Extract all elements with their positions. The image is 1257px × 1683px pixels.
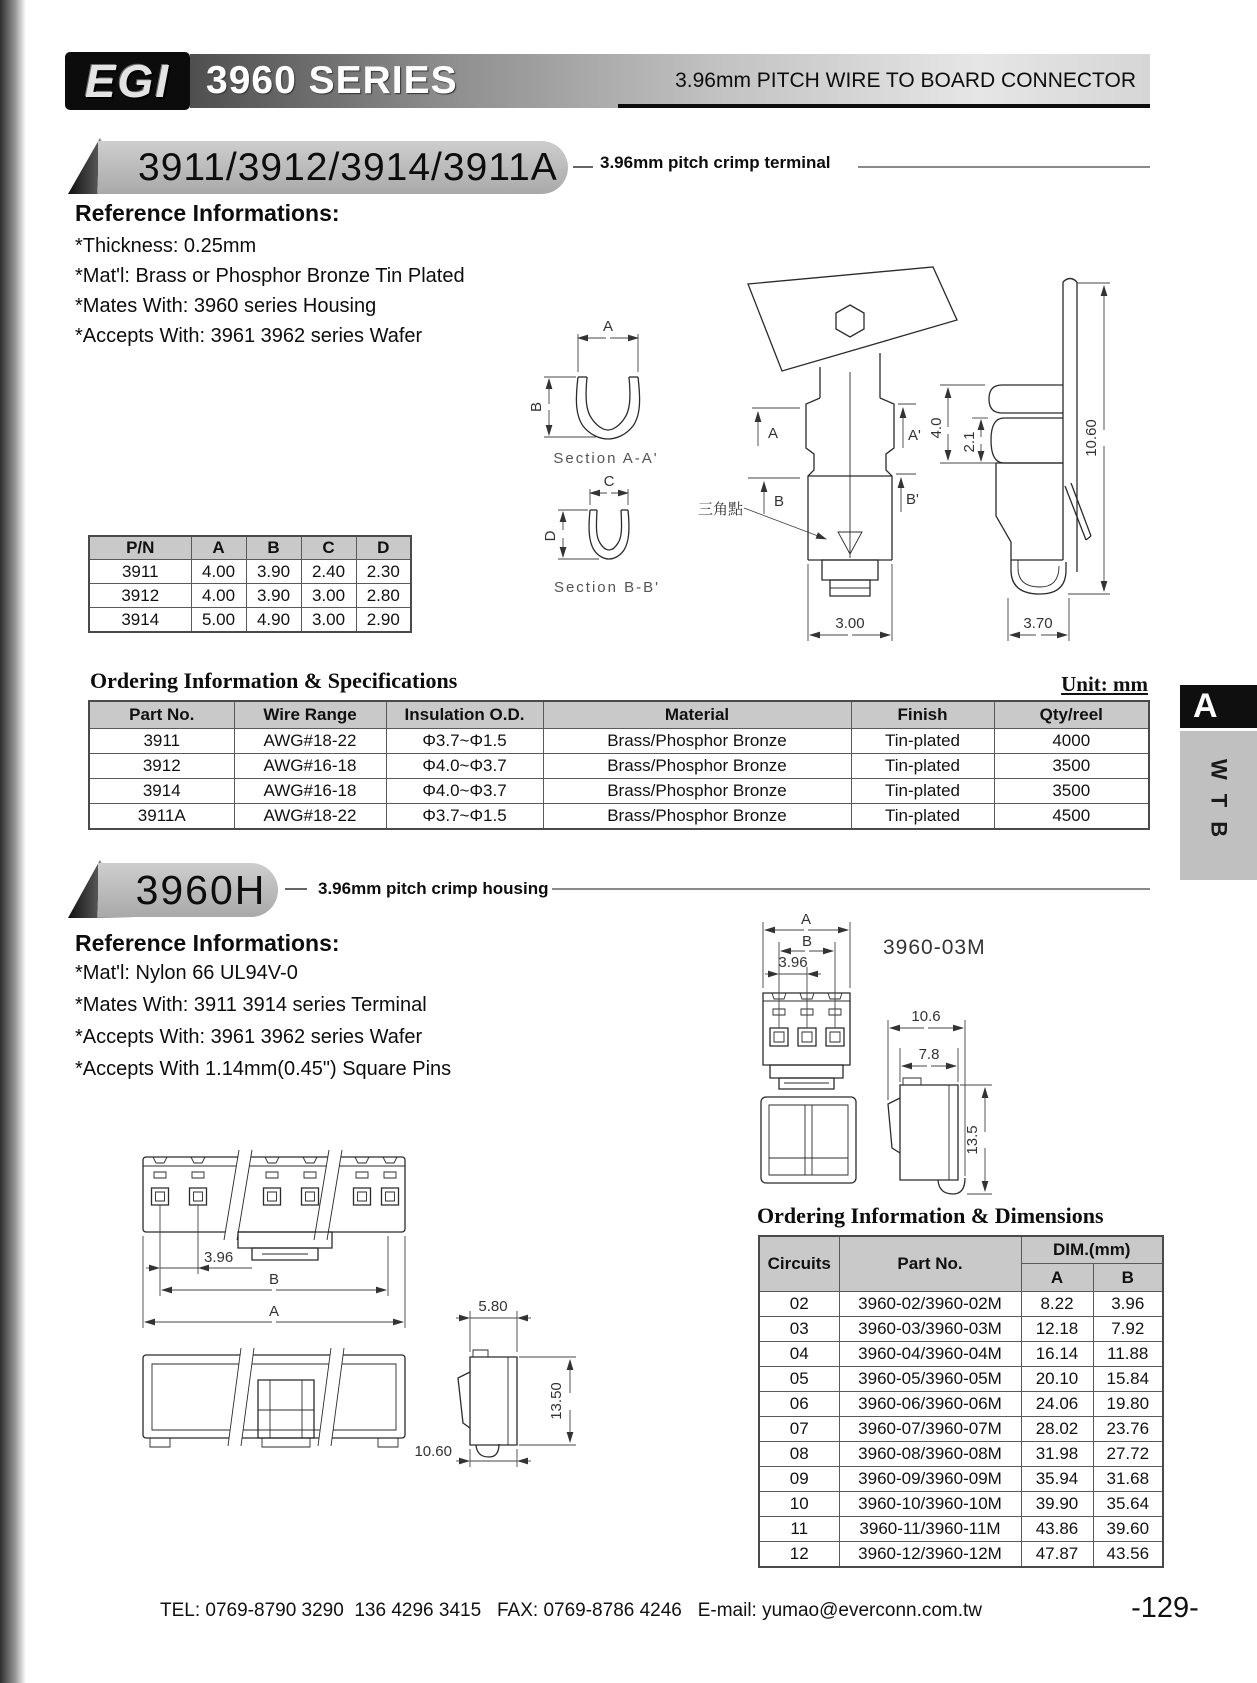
table-cell: 43.86 (1021, 1517, 1093, 1542)
table-cell: 03 (759, 1317, 839, 1342)
page-number: -129- (1131, 1592, 1199, 1624)
table-cell: 02 (759, 1292, 839, 1317)
table-cell: 3960-02/3960-02M (839, 1292, 1021, 1317)
dim-label: 10.60 (414, 1443, 452, 1460)
reference-item: *Mates With: 3911 3914 series Terminal (75, 994, 427, 1016)
table-cell: 3914 (89, 779, 234, 804)
table-cell: Tin-plated (851, 729, 994, 754)
dim-label: B (801, 933, 813, 950)
dim-label: 5.80 (478, 1298, 508, 1315)
table-cell: Tin-plated (851, 779, 994, 804)
table-row (759, 1392, 1163, 1417)
table-header-row (89, 701, 1149, 729)
dim-label: 3.96 (778, 954, 808, 971)
table-cell: 3.00 (301, 584, 356, 608)
table-cell: 15.84 (1093, 1367, 1163, 1392)
table-cell: 11.88 (1093, 1342, 1163, 1367)
table-cell: 3.96 (1093, 1292, 1163, 1317)
table-cell: 3960-04/3960-04M (839, 1342, 1021, 1367)
dim-label: D (542, 530, 559, 542)
ordering-dim-table (758, 1235, 1164, 1568)
table-cell: 43.56 (1093, 1542, 1163, 1568)
table-cell: Brass/Phosphor Bronze (543, 804, 851, 830)
table-cell: 31.98 (1021, 1442, 1093, 1467)
table-cell: 3500 (994, 779, 1149, 804)
dim-label: A (602, 318, 614, 335)
section-tagline: 3.96mm pitch crimp terminal (600, 153, 831, 172)
dim-label: 3.70 (1023, 615, 1053, 632)
series-title: 3960 SERIES (206, 59, 458, 102)
table-cell: 3911A (89, 804, 234, 830)
table-cell: AWG#18-22 (234, 729, 386, 754)
egi-logo (65, 52, 190, 110)
table-cell: 3.00 (301, 608, 356, 633)
table-row (759, 1317, 1163, 1342)
table-cell: AWG#16-18 (234, 779, 386, 804)
table-cell: Tin-plated (851, 754, 994, 779)
table-row (759, 1467, 1163, 1492)
table-cell: Brass/Phosphor Bronze (543, 729, 851, 754)
table-cell: 3960-10/3960-10M (839, 1492, 1021, 1517)
section-label: Section A-A' (553, 450, 659, 467)
section-bb-diagram (542, 473, 660, 596)
table-cell: Wire Range (234, 701, 386, 729)
table-cell: 31.68 (1093, 1467, 1163, 1492)
table-cell: Brass/Phosphor Bronze (543, 779, 851, 804)
dim-label: 2.1 (961, 431, 978, 453)
table-cell: 3960-05/3960-05M (839, 1367, 1021, 1392)
col-part-no: Part No. (839, 1236, 1021, 1292)
table-row (89, 608, 411, 633)
table-cell: 4000 (994, 729, 1149, 754)
page-edge-gradient (0, 0, 26, 1683)
table-cell: 05 (759, 1367, 839, 1392)
table-cell: 3912 (89, 584, 191, 608)
ordering-spec-table (88, 700, 1150, 830)
pn-dimension-table (88, 535, 412, 633)
table-row (89, 584, 411, 608)
table-cell: 2.90 (356, 608, 411, 633)
dim-label: C (603, 473, 615, 490)
section-banner-housing (98, 863, 278, 917)
table-cell: 35.64 (1093, 1492, 1163, 1517)
reference-item: *Mat'l: Brass or Phosphor Bronze Tin Plated (75, 265, 465, 287)
table-cell: 20.10 (1021, 1367, 1093, 1392)
table-cell: 5.00 (191, 608, 246, 633)
table-row (759, 1442, 1163, 1467)
section-tagline: 3.96mm pitch crimp housing (318, 879, 549, 898)
table-cell: AWG#18-22 (234, 804, 386, 830)
table-cell: A (191, 536, 246, 560)
table-cell: 2.80 (356, 584, 411, 608)
table-cell: Material (543, 701, 851, 729)
table-header-row (89, 536, 411, 560)
table-cell: 19.80 (1093, 1392, 1163, 1417)
table-cell: 4.00 (191, 560, 246, 584)
table-cell: Φ3.7~Φ1.5 (386, 804, 543, 830)
reference-item: *Accepts With: 3961 3962 series Wafer (75, 1026, 423, 1048)
dim-label: A' (908, 427, 921, 444)
section-title: 3960H (135, 866, 267, 913)
dim-label: B (528, 401, 545, 413)
multi-housing-side-view (414, 1298, 576, 1467)
housing-drawings-multi (110, 1140, 710, 1480)
table-cell: 08 (759, 1442, 839, 1467)
table-cell: 3911 (89, 729, 234, 754)
dim-label: B (268, 1271, 280, 1288)
footer-contact: TEL: 0769-8790 3290 136 4296 3415 FAX: 0769-8786 4246 E-mail: yumao@everconn.com.tw (160, 1600, 983, 1621)
dim-label: 3.96 (204, 1249, 234, 1266)
table-cell: 3911 (89, 560, 191, 584)
table-cell: B (246, 536, 301, 560)
col-a: A (1021, 1264, 1093, 1292)
section-aa-diagram (528, 318, 659, 467)
multi-housing-front-view (143, 1150, 405, 1328)
table-row (759, 1542, 1163, 1568)
terminal-side-view (928, 279, 1110, 642)
reference-title: Reference Informations: (75, 200, 340, 226)
table-cell: Tin-plated (851, 804, 994, 830)
dim-label: 4.0 (928, 417, 945, 439)
table-cell: 2.30 (356, 560, 411, 584)
triangle-point-note: 三角點 (698, 501, 744, 518)
table-row (89, 729, 1149, 754)
section-title: 3911/3912/3914/3911A (138, 145, 558, 189)
sidebar-tab-a (1180, 685, 1257, 728)
dim-label: 13.5 (964, 1125, 981, 1155)
table-cell: 4500 (994, 804, 1149, 830)
table-cell: 16.14 (1021, 1342, 1093, 1367)
banner-rule (552, 888, 1150, 890)
table-cell: 27.72 (1093, 1442, 1163, 1467)
table-cell: 11 (759, 1517, 839, 1542)
dim-label: 10.60 (1083, 419, 1100, 457)
col-dim: DIM.(mm) (1021, 1236, 1163, 1264)
dim-label: B (774, 493, 785, 510)
section-banner-terminal (98, 141, 568, 194)
ordering-spec-title: Ordering Information & Specifications (90, 668, 458, 693)
table-cell: 3960-07/3960-07M (839, 1417, 1021, 1442)
table-cell: 4.90 (246, 608, 301, 633)
reference-item: *Mat'l: Nylon 66 UL94V-0 (75, 962, 298, 984)
reference-title: Reference Informations: (75, 930, 340, 956)
table-cell: AWG#16-18 (234, 754, 386, 779)
table-cell: 7.92 (1093, 1317, 1163, 1342)
table-cell: 3960-06/3960-06M (839, 1392, 1021, 1417)
table-cell: 12.18 (1021, 1317, 1093, 1342)
table-cell: 04 (759, 1342, 839, 1367)
dim-label: B' (906, 491, 919, 508)
table-cell: Part No. (89, 701, 234, 729)
table-row (759, 1292, 1163, 1317)
table-cell: Qty/reel (994, 701, 1149, 729)
section-label: Section B-B' (553, 579, 661, 596)
housing-front-view (763, 911, 850, 1089)
col-b: B (1093, 1264, 1163, 1292)
table-cell: 3960-08/3960-08M (839, 1442, 1021, 1467)
header-subtitle: 3.96mm PITCH WIRE TO BOARD CONNECTOR (675, 69, 1136, 92)
table-cell: C (301, 536, 356, 560)
dim-label: A (800, 911, 812, 928)
table-row (759, 1492, 1163, 1517)
table-cell: 3960-11/3960-11M (839, 1517, 1021, 1542)
table-cell: P/N (89, 536, 191, 560)
table-cell: 10 (759, 1492, 839, 1517)
table-cell: D (356, 536, 411, 560)
housing-bottom-view (761, 1097, 856, 1183)
multi-housing-mating-view (143, 1348, 405, 1447)
table-row (759, 1517, 1163, 1542)
col-circuits: Circuits (759, 1236, 839, 1292)
dim-label: A (268, 1303, 280, 1320)
table-cell: 12 (759, 1542, 839, 1568)
table-cell: 3500 (994, 754, 1149, 779)
table-row (89, 779, 1149, 804)
dim-label: A (768, 425, 779, 442)
table-cell: 06 (759, 1392, 839, 1417)
reference-item: *Thickness: 0.25mm (75, 235, 257, 257)
unit-label: Unit: mm (1061, 672, 1148, 696)
table-cell: 09 (759, 1467, 839, 1492)
table-row (89, 804, 1149, 830)
table-cell: 39.60 (1093, 1517, 1163, 1542)
table-cell: 3.90 (246, 584, 301, 608)
table-cell: 35.94 (1021, 1467, 1093, 1492)
table-cell: 8.22 (1021, 1292, 1093, 1317)
terminal-drawings (440, 250, 1120, 650)
table-cell: Finish (851, 701, 994, 729)
table-cell: 3.90 (246, 560, 301, 584)
table-cell: Brass/Phosphor Bronze (543, 754, 851, 779)
table-cell: 24.06 (1021, 1392, 1093, 1417)
table-cell: 47.87 (1021, 1542, 1093, 1568)
egi-logo-text: EGI (84, 55, 171, 107)
dim-label: 13.50 (548, 1382, 565, 1420)
table-cell: Φ4.0~Φ3.7 (386, 754, 543, 779)
table-cell: 2.40 (301, 560, 356, 584)
table-row (89, 754, 1149, 779)
header-underline (618, 104, 1150, 108)
model-label: 3960-03M (883, 936, 986, 959)
header-bar (190, 54, 1150, 108)
housing-drawings-03m (690, 900, 1120, 1200)
table-row (89, 560, 411, 584)
dim-label: 10.6 (911, 1008, 941, 1025)
reference-item: *Accepts With 1.14mm(0.45") Square Pins (75, 1058, 452, 1080)
table-row (759, 1417, 1163, 1442)
table-cell: 3914 (89, 608, 191, 633)
table-cell: 39.90 (1021, 1492, 1093, 1517)
table-cell: 3912 (89, 754, 234, 779)
terminal-front-view (698, 267, 957, 641)
table-cell: 3960-09/3960-09M (839, 1467, 1021, 1492)
table-cell: 3960-12/3960-12M (839, 1542, 1021, 1568)
reference-item: *Accepts With: 3961 3962 series Wafer (75, 325, 423, 347)
table-cell: 3960-03/3960-03M (839, 1317, 1021, 1342)
dim-label: 7.8 (918, 1046, 940, 1063)
table-cell: 23.76 (1093, 1417, 1163, 1442)
sidebar-tab-label: A (1193, 687, 1218, 725)
sidebar-vertical-label: WTB (1206, 759, 1232, 852)
table-cell: Φ3.7~Φ1.5 (386, 729, 543, 754)
ordering-dim-title: Ordering Information & Dimensions (757, 1203, 1104, 1228)
table-row (759, 1367, 1163, 1392)
banner-dash (285, 888, 307, 890)
table-cell: 4.00 (191, 584, 246, 608)
table-row (759, 1342, 1163, 1367)
table-cell: Φ4.0~Φ3.7 (386, 779, 543, 804)
banner-rule (858, 166, 1150, 168)
table-cell: 07 (759, 1417, 839, 1442)
table-cell: 28.02 (1021, 1417, 1093, 1442)
table-cell: Insulation O.D. (386, 701, 543, 729)
housing-side-view (888, 1008, 992, 1194)
sidebar-wtb (1180, 731, 1257, 880)
reference-item: *Mates With: 3960 series Housing (75, 295, 377, 317)
dim-label: 3.00 (835, 615, 865, 632)
banner-dash (573, 166, 593, 168)
